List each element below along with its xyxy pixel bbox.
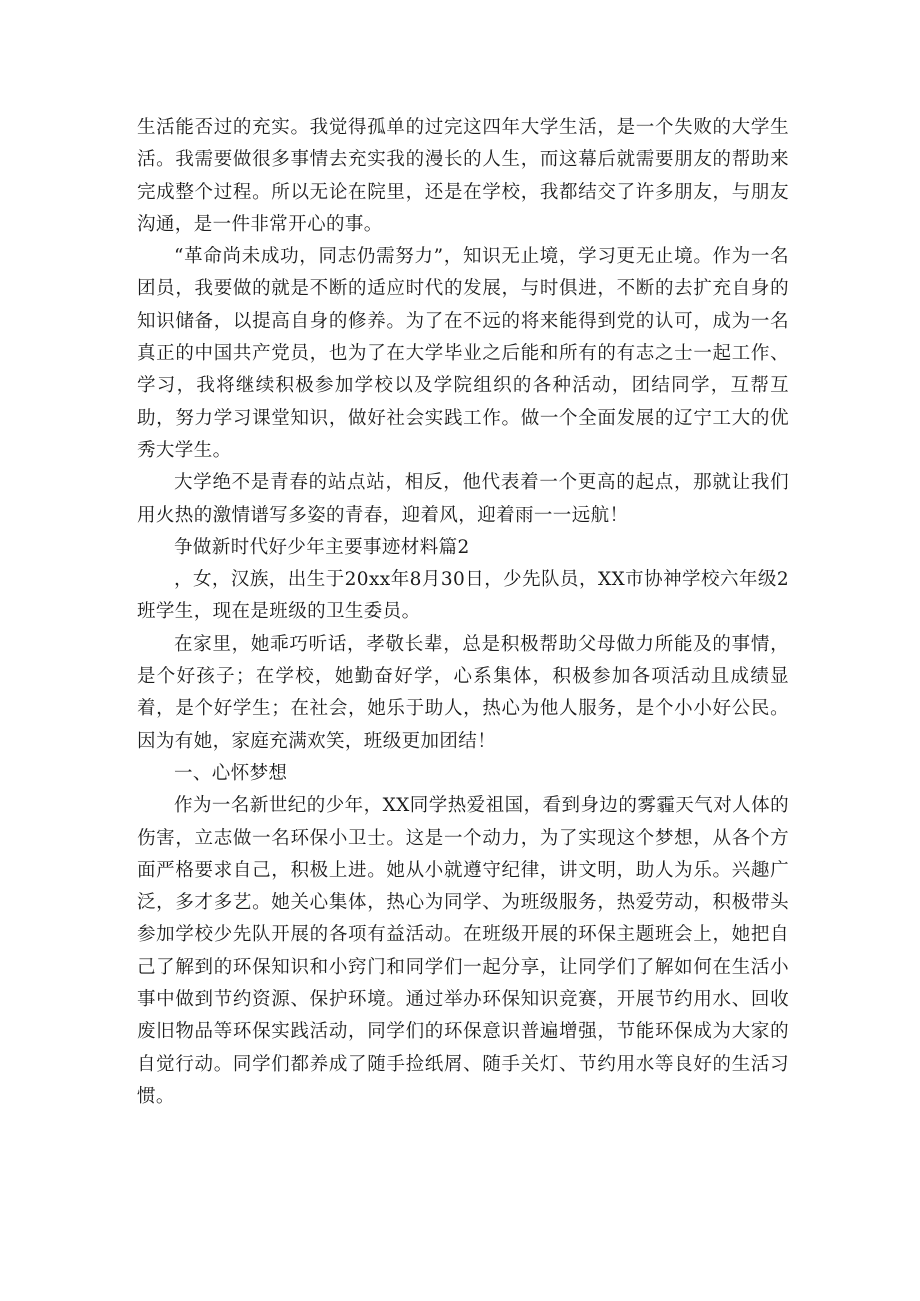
paragraph: 生活能否过的充实。我觉得孤单的过完这四年大学生活，是一个失败的大学生活。我需要做很多事情去充实我的漫长的人生，而这幕后就需要朋友的帮助来完成整个过程。所以无论在院里，还是在学校，我都结交了许多朋友，与朋友沟通，是一件非常开心的事。 xyxy=(137,117,789,235)
section-heading: 争做新时代好少年主要事迹材料篇2 xyxy=(174,536,470,558)
paragraph: “革命尚未成功，同志仍需努力”，知识无止境，学习更无止境。作为一名团员，我要做的就是不断的适应时代的发展，与时俱进，不断的去扩充自身的知识储备，以提高自身的修养。为了在不远的将来能得到党的认可，成为一名真正的中国共产党员，也为了在大学毕业之后能和所有的有志之士一起工作、学习，我将继续积极参加学校以及学院组织的各种活动，团结同学，互帮互助，努力学习课堂知识，做好社会实践工作。做一个全面发展的辽宁工大的优秀大学生。 xyxy=(137,246,789,461)
paragraph: 大学绝不是青春的站点站，相反，他代表着一个更高的起点，那就让我们用火热的激情谱写多姿的青春，迎着风，迎着雨一一远航！ xyxy=(137,472,789,526)
paragraph: 作为一名新世纪的少年，XX同学热爱祖国，看到身边的雾霾天气对人体的伤害，立志做一名环保小卫士。这是一个动力，为了实现这个梦想，从各个方面严格要求自己，积极上进。她从小就遵守纪律，讲文明，助人为乐。兴趣广泛，多才多艺。她关心集体，热心为同学、为班级服务，热爱劳动，积极带头参加学校少先队开展的各项有益活动。在班级开展的环保主题班会上，她把自己了解到的环保知识和小窍门和同学们一起分享，让同学们了解如何在生活小事中做到节约资源、保护环境。通过举办环保知识竞赛，开展节约用水、回收废旧物品等环保实践活动，同学们的环保意识普遍增强，节能环保成为大家的自觉行动。同学们都养成了随手捡纸屑、随手关灯、节约用水等良好的生活习惯。 xyxy=(137,795,789,1107)
subsection-heading: 一、心怀梦想 xyxy=(174,762,288,784)
paragraph: 在家里，她乖巧听话，孝敬长辈，总是积极帮助父母做力所能及的事情，是个好孩子；在学校，她勤奋好学，心系集体，积极参加各项活动且成绩显着，是个好学生；在社会，她乐于助人，热心为他人服务，是个小小好公民。因为有她，家庭充满欢笑，班级更加团结！ xyxy=(137,633,789,752)
document-body xyxy=(137,112,789,1113)
paragraph: ，女，汉族，出生于20xx年8月30日，少先队员，XX市协神学校六年级2班学生，现在是班级的卫生委员。 xyxy=(137,569,789,623)
